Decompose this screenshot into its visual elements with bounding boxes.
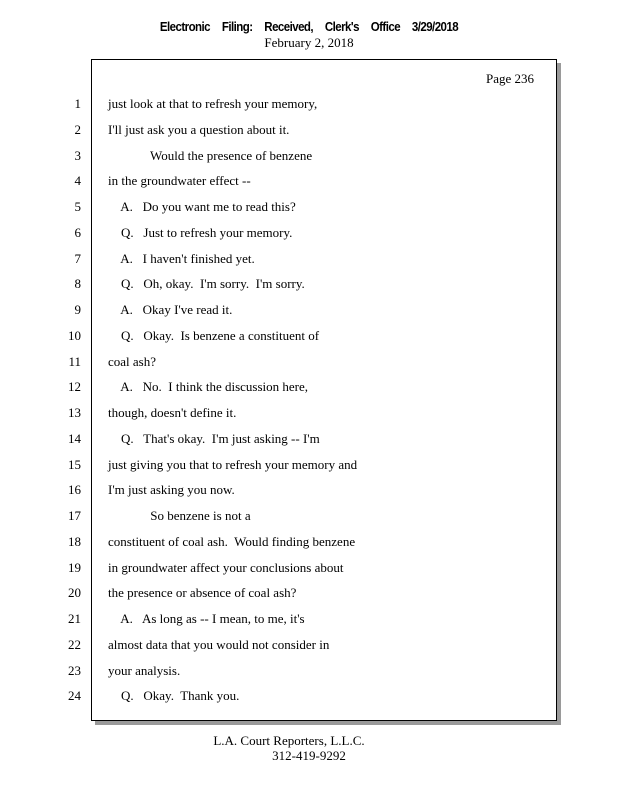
line-number: 5 — [74, 199, 81, 214]
transcript-line: A. No. I think the discussion here, — [108, 379, 309, 395]
transcript-line: Q. That's okay. I'm just asking -- I'm — [108, 430, 320, 446]
transcript-line: Q. Okay. Thank you. — [108, 688, 240, 704]
line-number: 24 — [68, 688, 81, 704]
transcript-line: Q. Oh, okay. I'm sorry. I'm sorry. — [108, 276, 305, 292]
line-number: 17 — [68, 508, 81, 523]
line-number: 3 — [74, 147, 81, 163]
line-number: 12 — [68, 379, 81, 395]
line-number: 18 — [68, 533, 81, 549]
line-number: 22 — [68, 636, 81, 652]
line-number: 19 — [68, 559, 81, 575]
transcript-line: Q. Just to refresh your memory. — [108, 224, 293, 240]
transcript-line: I'll just ask you a question about it. — [108, 121, 290, 137]
transcript-line: your analysis. — [108, 662, 181, 678]
transcript-page — [68, 59, 557, 721]
line-number: 11 — [68, 353, 81, 369]
transcript-line: coal ash? — [108, 353, 157, 369]
line-number: 21 — [68, 611, 81, 626]
transcript-line: constituent of coal ash. Would finding benzene — [108, 533, 356, 549]
transcript-line: in the groundwater effect -- — [108, 173, 251, 189]
filing-stamp: Electronic Filing: Received, Clerk's Office 3/29/2018 — [159, 20, 459, 34]
transcript-line: Q. Okay. Is benzene a constituent of — [108, 327, 320, 343]
transcript-line: just look at that to refresh your memory, — [108, 96, 318, 111]
footer-phone: 312-419-9292 — [272, 748, 346, 763]
transcript-line: almost data that you would not consider in — [108, 636, 330, 652]
page-number: Page 236 — [485, 71, 534, 86]
header-date: February 2, 2018 — [264, 35, 354, 50]
transcript-line: Would the presence of benzene — [108, 147, 313, 163]
transcript-line: A. As long as -- I mean, to me, it's — [108, 611, 305, 626]
footer-company: L.A. Court Reporters, L.L.C. — [213, 733, 365, 748]
line-number: 4 — [74, 173, 81, 189]
transcript-line: A. Do you want me to read this? — [108, 199, 296, 214]
transcript-line: A. I haven't finished yet. — [108, 250, 255, 266]
line-number: 9 — [74, 302, 81, 317]
line-number: 14 — [68, 430, 81, 446]
transcript-line: So benzene is not a — [108, 508, 251, 523]
line-number: 7 — [74, 250, 81, 266]
line-number: 8 — [74, 276, 81, 292]
transcript-line: A. Okay I've read it. — [108, 302, 233, 317]
line-number: 15 — [68, 456, 81, 472]
line-number: 16 — [68, 482, 81, 498]
line-number: 6 — [74, 224, 81, 240]
transcript-line: I'm just asking you now. — [108, 482, 235, 498]
transcript-line: in groundwater affect your conclusions about — [108, 559, 344, 575]
line-number: 1 — [74, 96, 81, 111]
transcript-line: just giving you that to refresh your memory and — [108, 456, 358, 472]
line-number: 2 — [74, 121, 81, 137]
line-number: 23 — [68, 662, 81, 678]
line-number: 13 — [68, 405, 81, 420]
transcript-line: though, doesn't define it. — [108, 405, 237, 420]
line-number: 20 — [68, 585, 81, 601]
transcript-line: the presence or absence of coal ash? — [108, 585, 297, 601]
line-number: 10 — [68, 327, 81, 343]
